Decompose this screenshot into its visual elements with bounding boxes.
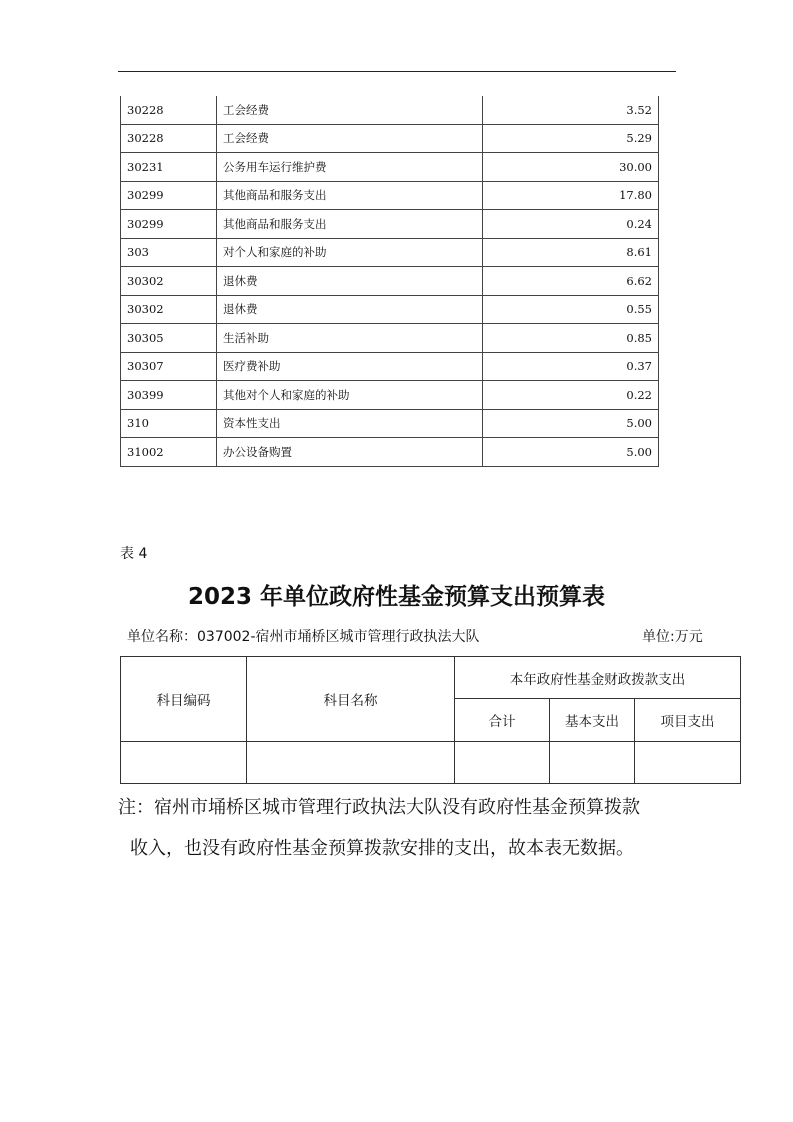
- cell-amount: 8.61: [483, 238, 659, 267]
- header-total: 合计: [455, 699, 550, 742]
- cell-name: 资本性支出: [217, 409, 483, 438]
- cell-amount: 0.37: [483, 352, 659, 381]
- table-row: [121, 210, 659, 239]
- fund-budget-table: [120, 656, 741, 784]
- table-row: [121, 124, 659, 153]
- table-row: [121, 153, 659, 182]
- cell-name: 工会经费: [217, 96, 483, 124]
- cell-code: 31002: [121, 438, 217, 467]
- empty-cell: [550, 742, 635, 784]
- table-row: [121, 238, 659, 267]
- table-row: [121, 267, 659, 296]
- cell-name: 公务用车运行维护费: [217, 153, 483, 182]
- cell-amount: 0.22: [483, 381, 659, 410]
- table-row: [121, 181, 659, 210]
- table-row: [121, 295, 659, 324]
- header-group: 本年政府性基金财政拨款支出: [455, 657, 741, 699]
- cell-name: 退休费: [217, 267, 483, 296]
- cell-name: 退休费: [217, 295, 483, 324]
- cell-code: 303: [121, 238, 217, 267]
- cell-amount: 6.62: [483, 267, 659, 296]
- cell-amount: 17.80: [483, 181, 659, 210]
- cell-name: 办公设备购置: [217, 438, 483, 467]
- header-name: 科目名称: [247, 657, 455, 742]
- table-row: [121, 409, 659, 438]
- cell-name: 医疗费补助: [217, 352, 483, 381]
- cell-code: 30399: [121, 381, 217, 410]
- cell-name: 其他对个人和家庭的补助: [217, 381, 483, 410]
- empty-cell: [247, 742, 455, 784]
- cell-amount: 3.52: [483, 96, 659, 124]
- table-row: [121, 381, 659, 410]
- cell-amount: 0.24: [483, 210, 659, 239]
- section-label: 表 4: [120, 546, 148, 562]
- table-row: [121, 96, 659, 124]
- cell-code: 30305: [121, 324, 217, 353]
- cell-name: 其他商品和服务支出: [217, 181, 483, 210]
- empty-cell: [121, 742, 247, 784]
- unit-label: 单位:万元: [642, 629, 703, 645]
- expenditure-table: [120, 96, 659, 467]
- table-row: [121, 324, 659, 353]
- unit-name: 单位名称：037002-宿州市埇桥区城市管理行政执法大队: [127, 629, 480, 645]
- cell-amount: 5.29: [483, 124, 659, 153]
- header-code: 科目编码: [121, 657, 247, 742]
- cell-code: 30299: [121, 210, 217, 239]
- header-project: 项目支出: [635, 699, 741, 742]
- cell-code: 30228: [121, 96, 217, 124]
- cell-name: 其他商品和服务支出: [217, 210, 483, 239]
- table-row: [121, 352, 659, 381]
- note-line-1: 注：宿州市埇桥区城市管理行政执法大队没有政府性基金预算拨款: [118, 797, 640, 818]
- cell-amount: 5.00: [483, 409, 659, 438]
- empty-cell: [635, 742, 741, 784]
- cell-code: 310: [121, 409, 217, 438]
- table-row: [121, 438, 659, 467]
- cell-code: 30231: [121, 153, 217, 182]
- page-title: 2023 年单位政府性基金预算支出预算表: [187, 584, 606, 610]
- header-rule: [118, 71, 676, 72]
- note-line-2: 收入，也没有政府性基金预算拨款安排的支出，故本表无数据。: [130, 838, 634, 859]
- cell-amount: 0.55: [483, 295, 659, 324]
- header-basic: 基本支出: [550, 699, 635, 742]
- cell-code: 30228: [121, 124, 217, 153]
- cell-code: 30299: [121, 181, 217, 210]
- cell-amount: 0.85: [483, 324, 659, 353]
- cell-amount: 5.00: [483, 438, 659, 467]
- cell-amount: 30.00: [483, 153, 659, 182]
- cell-name: 对个人和家庭的补助: [217, 238, 483, 267]
- cell-code: 30302: [121, 267, 217, 296]
- cell-name: 生活补助: [217, 324, 483, 353]
- cell-code: 30302: [121, 295, 217, 324]
- empty-cell: [455, 742, 550, 784]
- cell-name: 工会经费: [217, 124, 483, 153]
- cell-code: 30307: [121, 352, 217, 381]
